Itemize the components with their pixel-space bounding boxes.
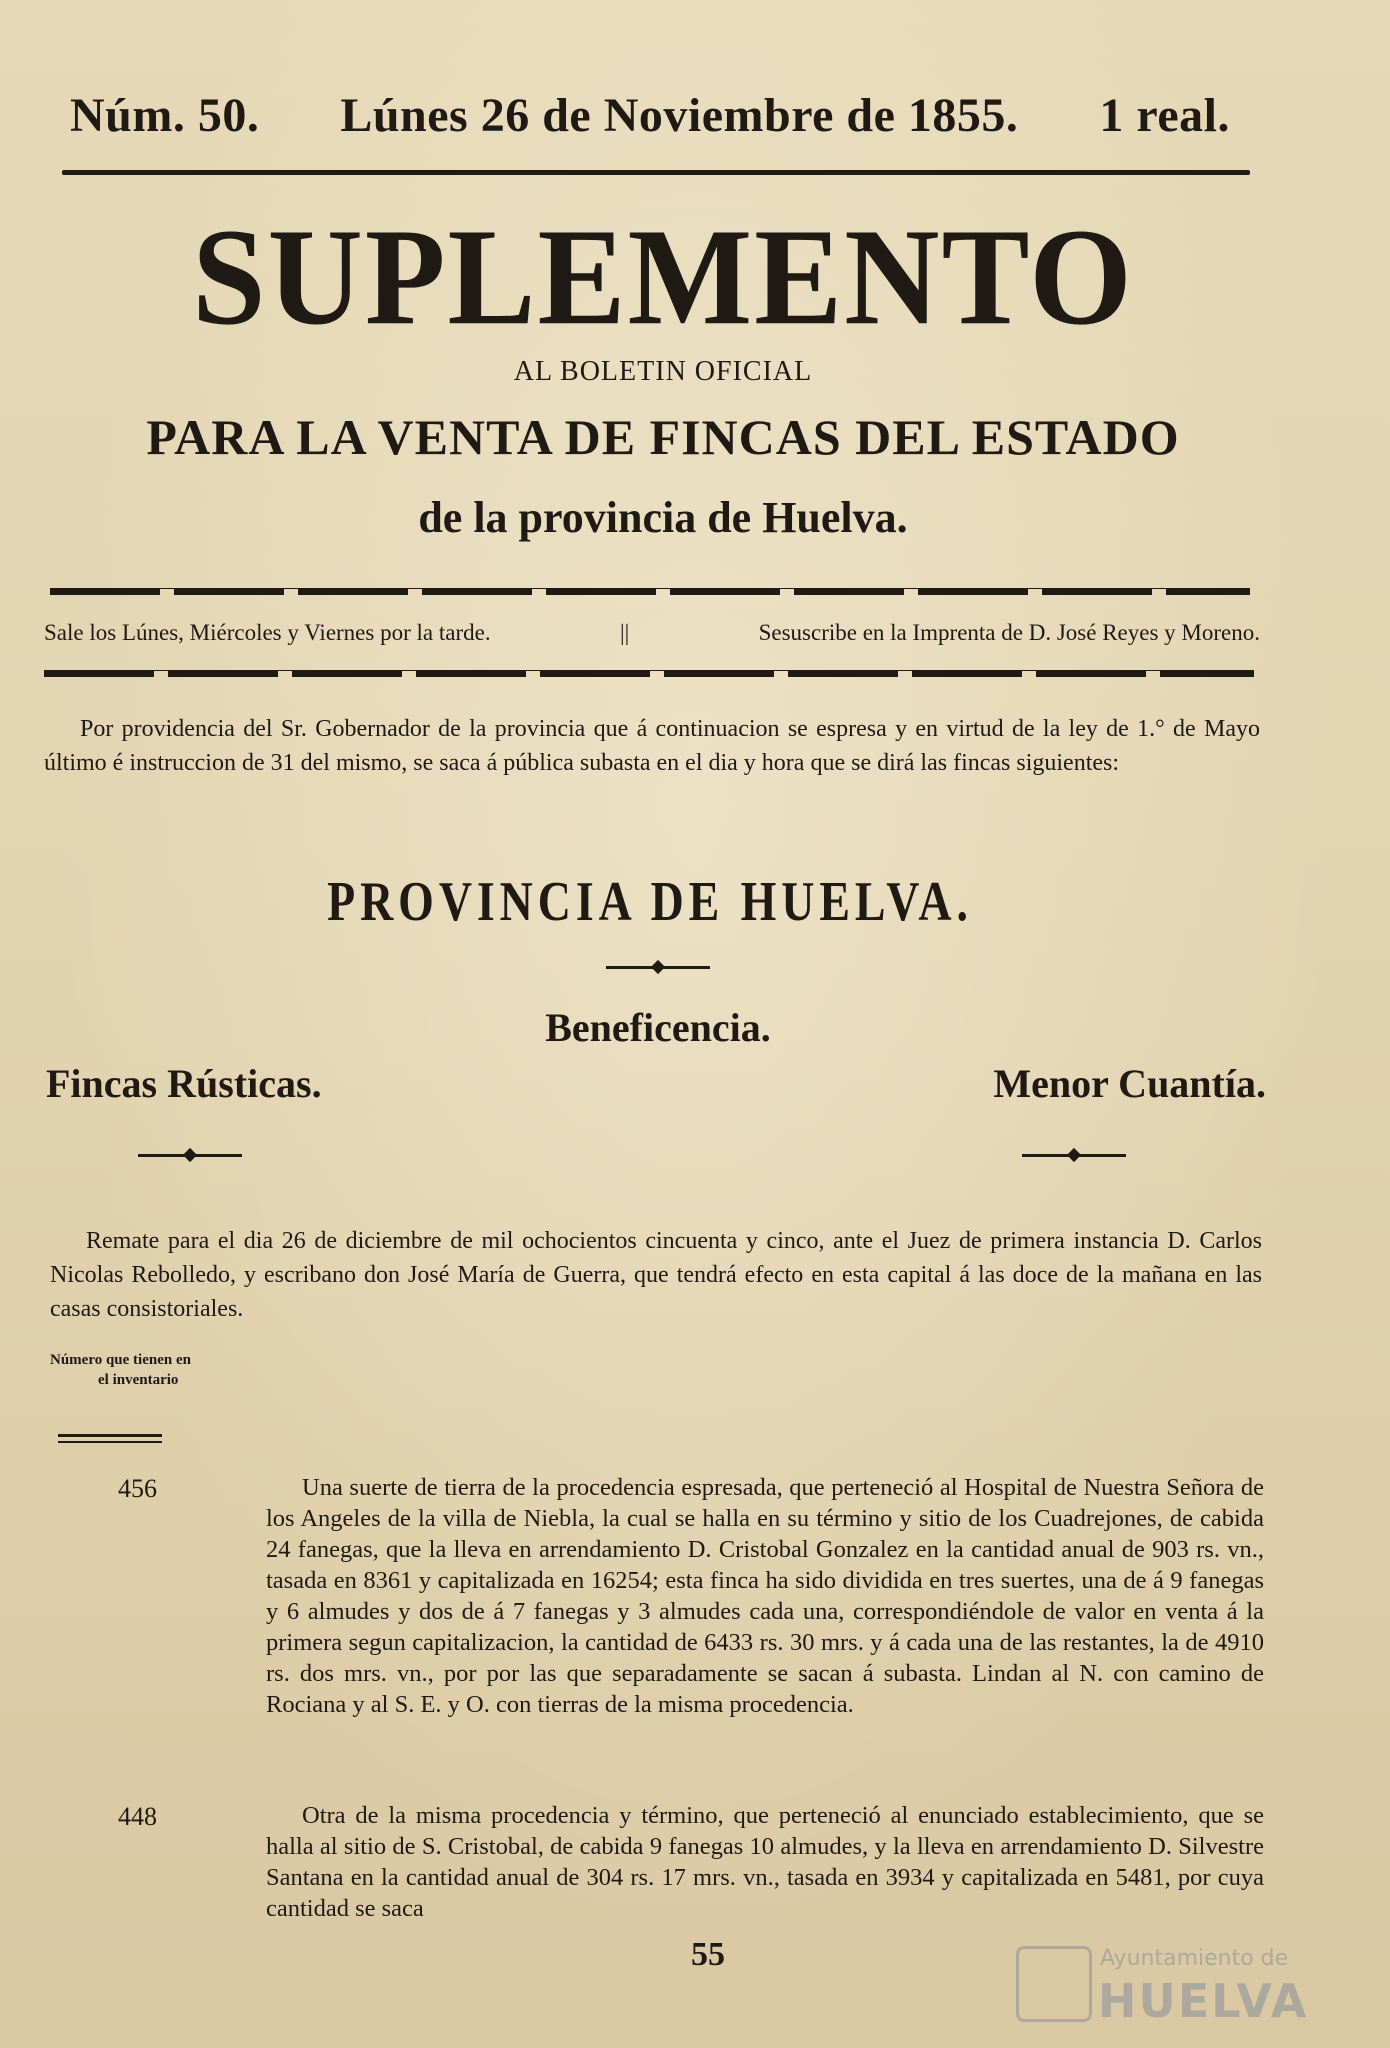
section-heading: Beneficencia. [545,1005,771,1050]
issue-price: 1 real. [1099,89,1230,142]
page-number: 55 [691,1936,725,1973]
entry-text: Otra de la misma procedencia y término, que perteneció al enunciado establecimiento, que se halla al sitio de S. Cristobal, de cabida 9 fanegas 10 almudes, y la lleva en arrendamiento D. Silvestre Santana en la cantidad anual de 304 rs. 17 mrs. vn., tasada en 3934 y capitalizada en 5481, por cuya cantidad se saca [266,1802,1264,1922]
right-heading: Menor Cuantía. [993,1061,1266,1106]
header-rule [62,170,1250,175]
inventory-rule [58,1434,162,1443]
province-ornament [606,966,710,969]
intro-paragraph: Por providencia del Sr. Gobernador de la provincia que á continuacion se espresa y en virtud de la ley de 1.° de Mayo último é instruccion de 31 del mismo, se saca á pública subasta en el dia y hora que se dirá las fincas siguientes: [44,716,1260,776]
issue-date: Lúnes 26 de Noviembre de 1855. [340,89,1019,142]
watermark-line2: HUELVA [1098,1974,1309,2028]
left-heading: Fincas Rústicas. [46,1061,322,1106]
masthead-subtitle-boletin: AL BOLETIN OFICIAL [513,356,813,387]
masthead-rule-bottom [44,670,1254,677]
publication-schedule: Sale los Lúnes, Miércoles y Viernes por la tarde. [44,620,491,645]
masthead-subtitle-venta: PARA LA VENTA DE FINCAS DEL ESTADO [146,409,1180,465]
entry-number: 456 [118,1474,157,1503]
province-heading: PROVINCIA DE HUELVA. [327,871,973,933]
subscription-info: Sesuscribe en la Imprenta de D. José Reyes y Moreno. [758,620,1260,645]
inventory-label-line2: el inventario [98,1372,179,1388]
watermark-line1: Ayuntamiento de [1100,1946,1289,1971]
publication-info-bar [44,620,1260,646]
inventory-label [50,1350,290,1390]
entry-text: Una suerte de tierra de la procedencia espresada, que perteneció al Hospital de Nuestra Señora de los Angeles de la villa de Niebla, la cual se halla en su término y sitio de los Cuadrejones, de cabida 24 fanegas, que la lleva en arrendamiento D. Cristobal Gonzalez en la cantidad anual de 903 rs. vn., tasada en 8361 y capitalizada en 16254; esta finca ha sido dividida en tres suertes, una de á 9 fanegas y 6 almudes y dos de á 7 fanegas y 3 almudes cada una, correspondiéndole de valor en venta á la primera segun capitalizacion, la cantidad de 6433 rs. 30 mrs. y á cada una de las restantes, la de 4910 rs. dos mrs. vn., por por las que separadamente se sacan á subasta. Lindan al N. con camino de Rociana y al S. E. y O. con tierras de la misma procedencia. [266,1474,1264,1718]
right-heading-ornament [1022,1154,1126,1157]
issue-header [70,88,1230,143]
masthead-rule-top [50,588,1250,595]
entry-number: 448 [118,1802,157,1831]
left-heading-ornament [138,1154,242,1157]
masthead-subtitle-provincia: de la provincia de Huelva. [418,493,908,542]
issue-number: Núm. 50. [70,89,260,142]
inventory-label-line1: Número que tienen en [50,1352,191,1368]
watermark-logo-icon [1016,1946,1092,2022]
info-separator: || [619,620,630,645]
auction-paragraph: Remate para el dia 26 de diciembre de mil ochocientos cincuenta y cinco, ante el Juez de primera instancia D. Carlos Nicolas Rebolledo, y escribano don José María de Guerra, que tendrá efecto en esta capital á las doce de la mañana en las casas consistoriales. [50,1228,1262,1322]
masthead-title: SUPLEMENTO [192,199,1134,354]
